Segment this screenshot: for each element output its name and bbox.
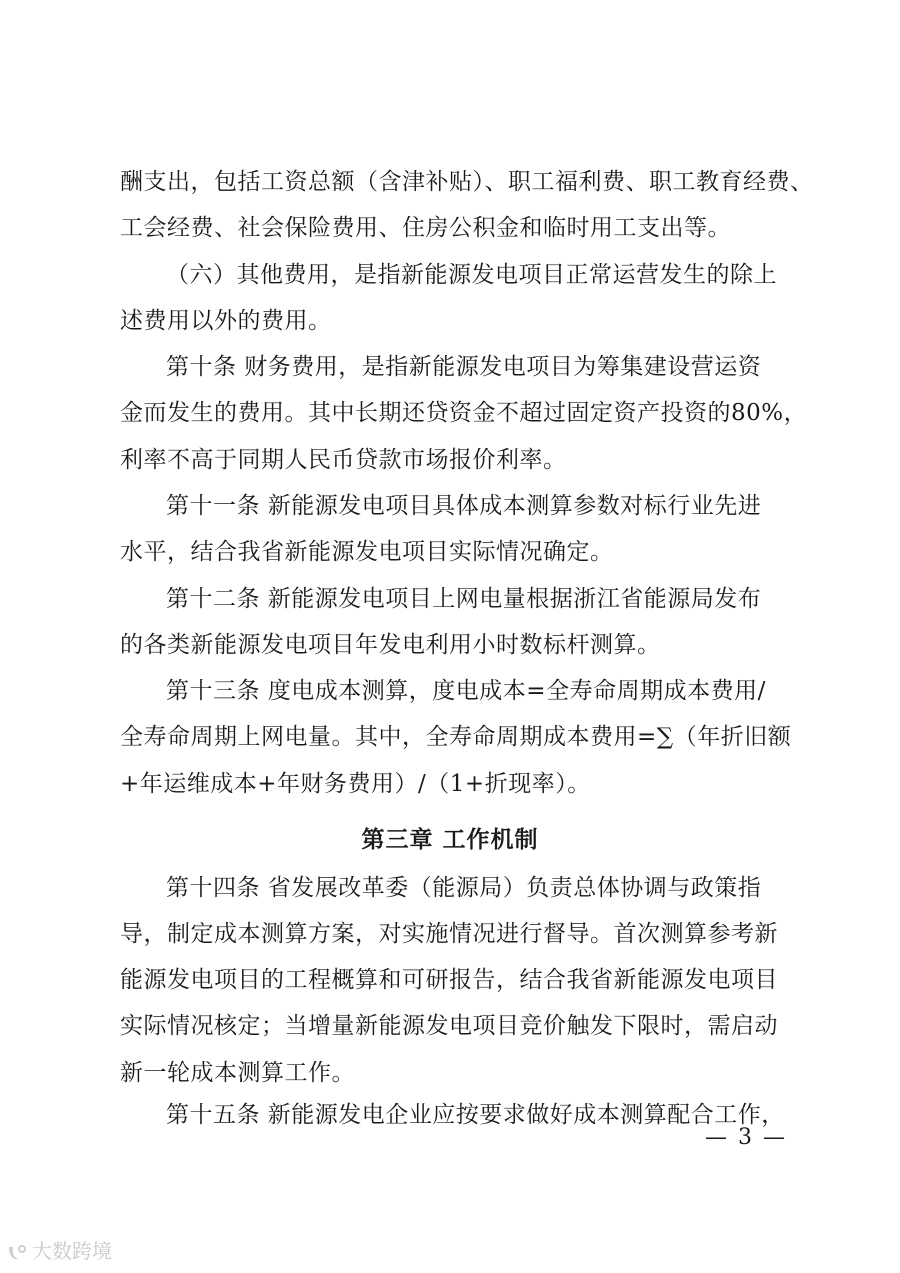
page-number: — 3 — [705, 1125, 787, 1150]
text-line: 第十条 财务费用，是指新能源发电项目为筹集建设营运资 [166, 354, 762, 380]
text-line: +年运维成本+年财务费用）/（1+折现率）。 [120, 771, 591, 797]
text-line: 能源发电项目的工程概算和可研报告，结合我省新能源发电项目 [120, 967, 778, 993]
text-line: 第十五条 新能源发电企业应按要求做好成本测算配合工作， [166, 1102, 785, 1128]
text-line: 第十三条 度电成本测算，度电成本=全寿命周期成本费用/ [166, 678, 766, 704]
text-line: 第十四条 省发展改革委（能源局）负责总体协调与政策指 [166, 875, 762, 901]
text-line: 第十一条 新能源发电项目具体成本测算参数对标行业先进 [166, 493, 762, 519]
text-line: 全寿命周期上网电量。其中，全寿命周期成本费用=∑（年折旧额 [120, 724, 792, 750]
chapter-heading: 第三章 工作机制 [361, 827, 539, 853]
text-line: 第十二条 新能源发电项目上网电量根据浙江省能源局发布 [166, 586, 762, 612]
text-line: 酬支出，包括工资总额（含津补贴）、职工福利费、职工教育经费、 [120, 169, 814, 195]
text-line: 导，制定成本测算方案，对实施情况进行督导。首次测算参考新 [120, 921, 778, 947]
text-line: 的各类新能源发电项目年发电利用小时数标杆测算。 [120, 632, 661, 658]
text-line: （六）其他费用，是指新能源发电项目正常运营发生的除上 [166, 262, 777, 288]
text-line: 实际情况核定；当增量新能源发电项目竞价触发下限时，需启动 [120, 1013, 778, 1039]
text-line: 工会经费、社会保险费用、住房公积金和临时用工支出等。 [120, 215, 731, 241]
watermark [6, 1238, 112, 1264]
text-line: 新一轮成本测算工作。 [120, 1060, 355, 1086]
text-line: 述费用以外的费用。 [120, 308, 332, 334]
brand-logo-icon [6, 1243, 28, 1263]
text-line: 利率不高于同期人民币贷款市场报价利率。 [120, 447, 567, 473]
text-line: 水平，结合我省新能源发电项目实际情况确定。 [120, 539, 614, 565]
text-line: 金而发生的费用。其中长期还贷资金不超过固定资产投资的80%， [120, 400, 808, 426]
watermark-text: 大数跨境 [32, 1239, 112, 1263]
